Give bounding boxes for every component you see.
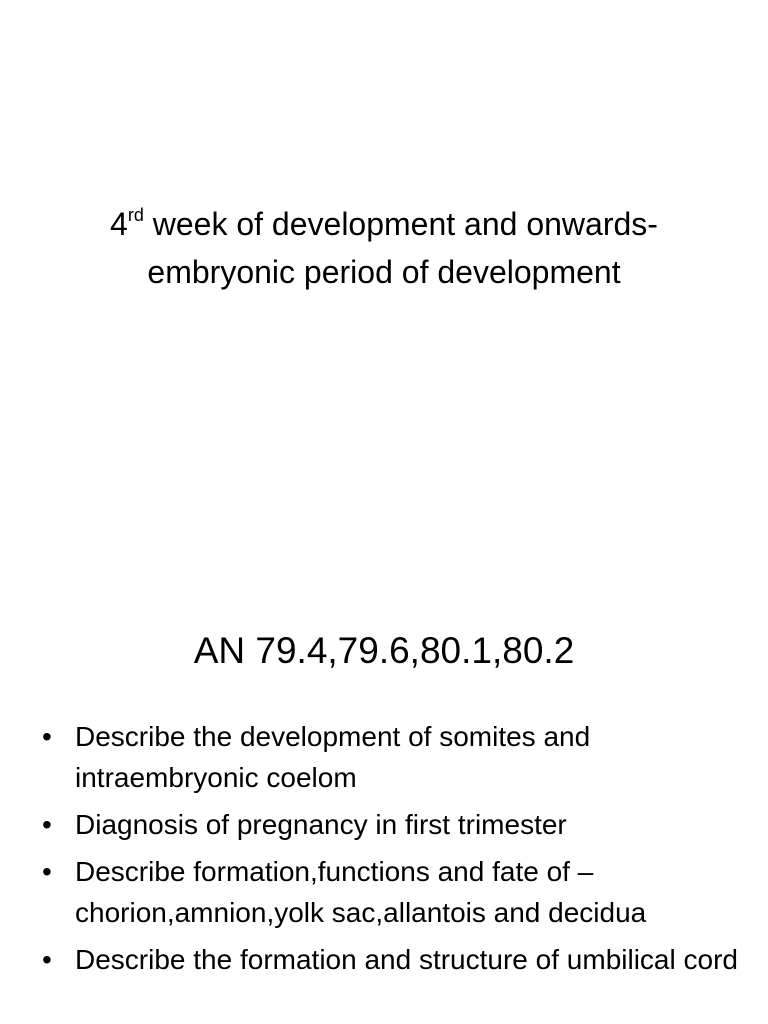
list-item-text: Describe the development of somites and intraembryonic coelom: [75, 721, 591, 793]
list-item-text: Describe formation,functions and fate of –chorion,amnion,yolk sac,allantois and decidua: [75, 856, 647, 928]
bullet-icon: •: [42, 721, 52, 752]
list-item-text: Diagnosis of pregnancy in first trimester: [75, 809, 567, 840]
list-item: [40, 804, 740, 845]
title-line-1-text: week of development and onwards-: [143, 206, 658, 242]
bullet-icon: •: [42, 809, 52, 840]
list-item: [40, 716, 740, 798]
title-line-1: [0, 200, 768, 248]
list-item-text: Describe the formation and structure of umbilical cord: [75, 944, 738, 975]
bullet-icon: •: [42, 856, 52, 887]
list-item: [40, 851, 740, 933]
competency-codes: AN 79.4,79.6,80.1,80.2: [193, 630, 575, 671]
title-ordinal-suffix: rd: [127, 205, 144, 225]
bullet-icon: •: [42, 944, 52, 975]
title-ordinal-number: 4: [110, 206, 128, 242]
list-item: [40, 939, 740, 980]
objectives-list: [40, 716, 740, 986]
slide-title: [0, 200, 768, 296]
title-line-2: embryonic period of development: [147, 254, 621, 290]
